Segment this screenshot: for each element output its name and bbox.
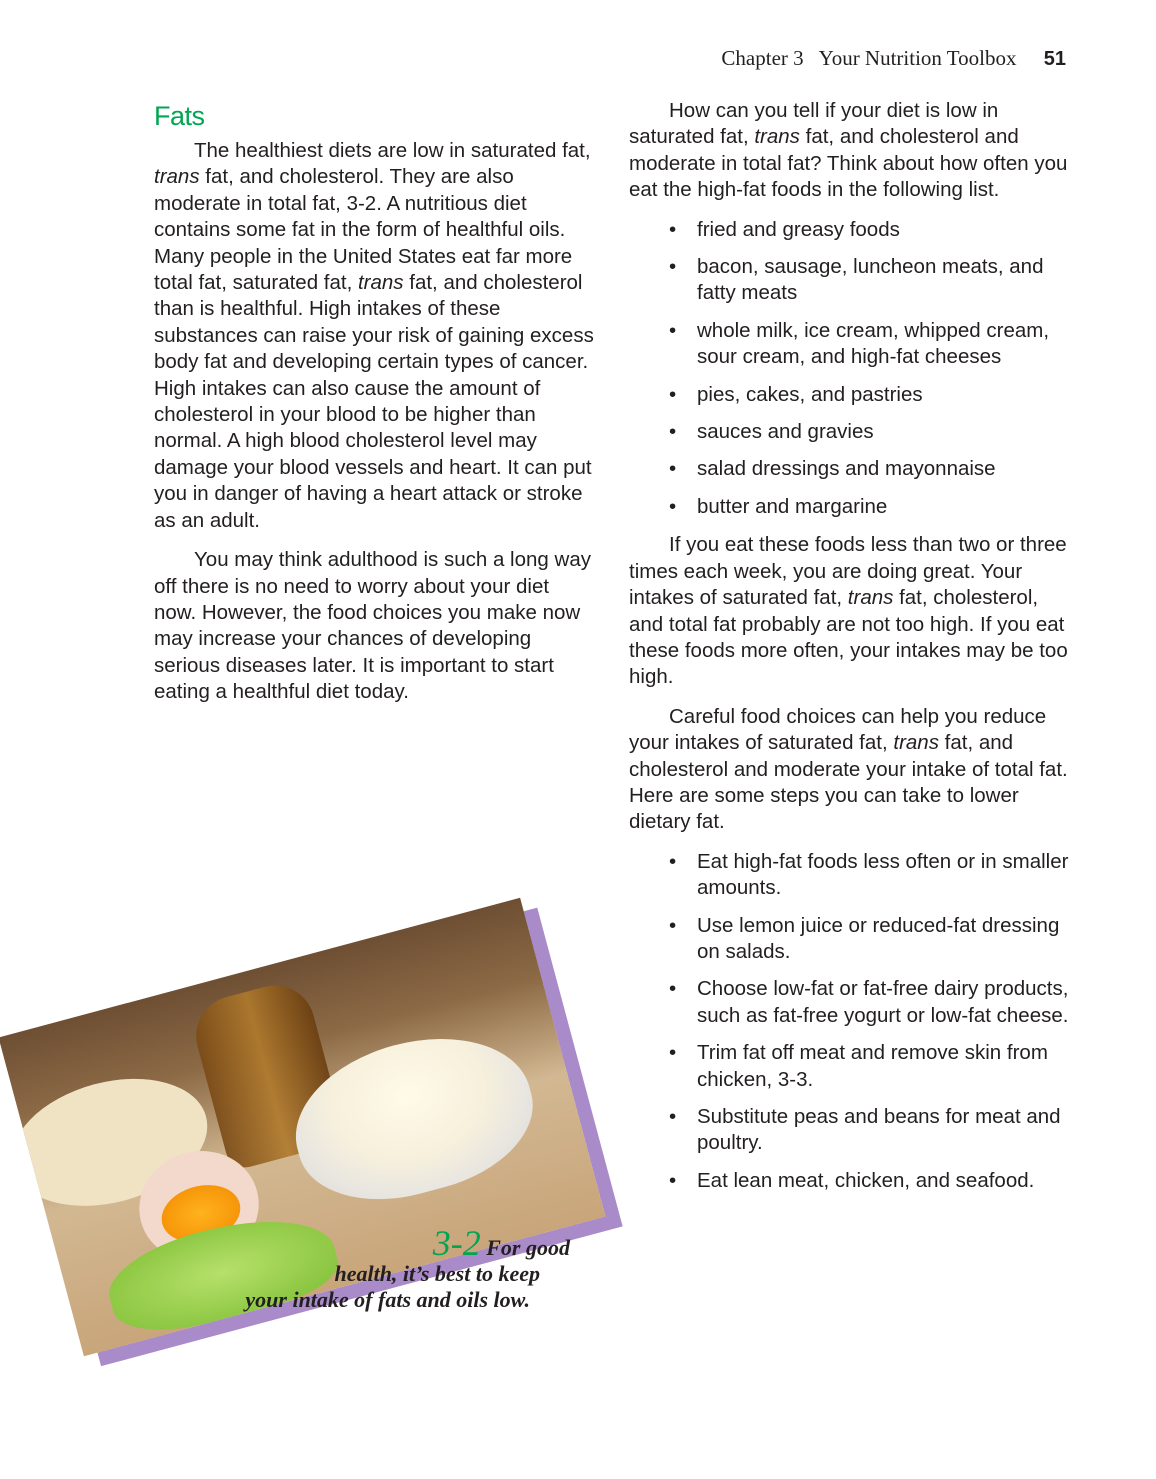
figure-number: 3-2 bbox=[432, 1223, 481, 1263]
running-header bbox=[721, 46, 1066, 71]
page-number: 51 bbox=[1043, 48, 1066, 70]
list-item: • Choose low-fat or fat-free dairy products, such as fat-free yogurt or low-fat cheese. bbox=[629, 976, 1069, 1029]
list-item: • Eat lean meat, chicken, and seafood. bbox=[629, 1168, 1069, 1194]
chapter-number: Chapter 3 bbox=[721, 46, 804, 70]
paragraph-adulthood: You may think adulthood is such a long way off there is no need to worry about your diet now. However, the food choices you make now may increase your chances of developing serious diseases later. It is important to start eating a healthful diet today. bbox=[154, 548, 591, 704]
list-item: • bacon, sausage, luncheon meats, and fatty meats bbox=[629, 254, 1069, 307]
paragraph-fats-intro: The healthiest diets are low in saturated fat, trans fat, and cholesterol. They are also moderate in total fat, 3-2. A nutritious diet contains some fat in the form of healthful oils. Many people in the United States eat far more total fat, saturated fat, trans fat, and cholesterol than is healthful. High intakes of these substances can raise your risk of gaining excess body fat and developing certain types of cancer. High intakes can also cause the amount of cholesterol in your blood to be higher than normal. A high blood cholesterol level may damage your blood vessels and heart. It can put you in danger of having a heart attack or stroke as an adult. bbox=[154, 139, 594, 532]
high-fat-foods-list bbox=[629, 217, 1069, 521]
lower-fat-steps-list bbox=[629, 849, 1069, 1194]
list-item: • fried and greasy foods bbox=[629, 217, 1069, 243]
paragraph-frequency: If you eat these foods less than two or three times each week, you are doing great. Your intakes of saturated fat, trans fat, cholesterol, and total fat probably are not too high. If you eat these foods more often, your intakes may be too high. bbox=[629, 533, 1068, 689]
list-item: • whole milk, ice cream, whipped cream, sour cream, and high-fat cheeses bbox=[629, 318, 1069, 371]
paragraph-how-to-tell: How can you tell if your diet is low in saturated fat, trans fat, and cholesterol and moderate in total fat? Think about how often you eat the high-fat foods in the following list. bbox=[629, 99, 1068, 202]
list-item: • sauces and gravies bbox=[629, 419, 1069, 445]
list-item: • Substitute peas and beans for meat and poultry. bbox=[629, 1104, 1069, 1157]
section-heading: Fats bbox=[154, 101, 205, 131]
list-item: • Eat high-fat foods less often or in smaller amounts. bbox=[629, 849, 1069, 902]
list-item: • butter and margarine bbox=[629, 494, 1069, 520]
list-item: • Trim fat off meat and remove skin from chicken, 3-3. bbox=[629, 1040, 1069, 1093]
left-column bbox=[154, 100, 594, 719]
right-column bbox=[629, 98, 1069, 1206]
figure-3-2 bbox=[12, 850, 632, 1312]
figure-caption: 3-2 For good health, it’s best to keep your intake of fats and oils low. bbox=[245, 1223, 570, 1312]
list-item: • salad dressings and mayonnaise bbox=[629, 456, 1069, 482]
list-item: • Use lemon juice or reduced-fat dressing on salads. bbox=[629, 913, 1069, 966]
list-item: • pies, cakes, and pastries bbox=[629, 382, 1069, 408]
paragraph-careful-choices: Careful food choices can help you reduce your intakes of saturated fat, trans fat, and cholesterol and moderate your intake of total fat. Here are some steps you can take to lower dietary fat. bbox=[629, 704, 1068, 834]
chapter-title: Your Nutrition Toolbox bbox=[818, 46, 1017, 70]
